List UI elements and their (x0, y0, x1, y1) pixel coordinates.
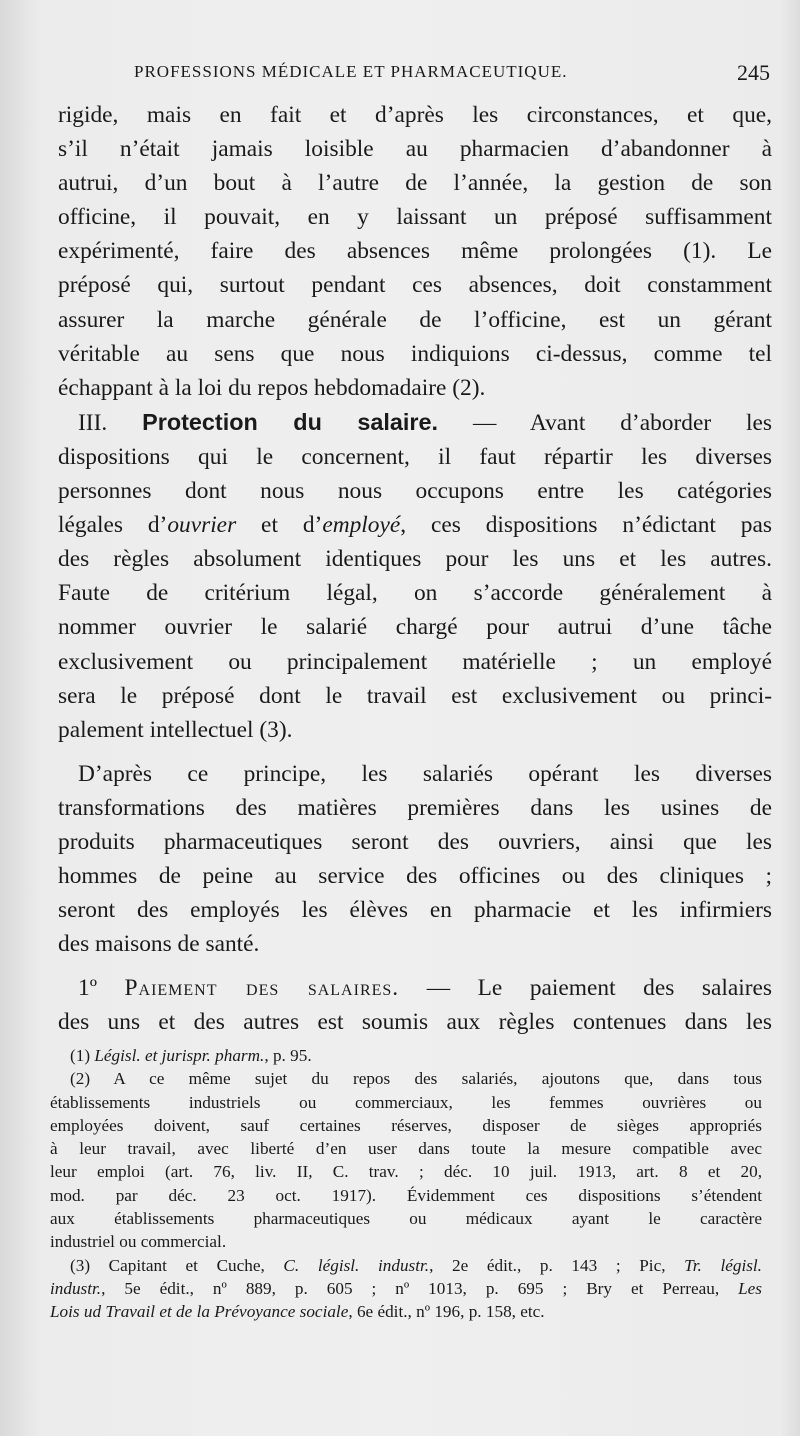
text-line: industr., 5e édit., nº 889, p. 605 ; nº 1013, p. 695 ; Bry et Perreau, Les (50, 1278, 762, 1298)
footnotes (50, 1044, 762, 1324)
text-line: mod. par déc. 23 oct. 1917). Évidemment ces dispositions s’étendent (50, 1185, 762, 1205)
text-line: seront des employés les élèves en pharmacie et les infirmiers (58, 897, 772, 924)
text-line: officine, il pouvait, en y laissant un préposé suffisamment (58, 204, 772, 231)
subsection-heading: Paiement des salaires. (124, 975, 400, 1002)
page-number: 245 (737, 60, 770, 85)
text-line: exclusivement ou principalement matérielle ; un employé (58, 648, 772, 675)
text-line: produits pharmaceutiques seront des ouvriers, ainsi que les (58, 828, 772, 855)
paragraph-continuation (58, 98, 772, 405)
text-line: s’il n’était jamais loisible au pharmacien d’abandonner à (58, 136, 772, 163)
text-line: assurer la marche générale de l’officine, est un gérant (58, 306, 772, 333)
text-line: légales d’ouvrier et d’employé, ces dispositions n’édictant pas (58, 512, 772, 539)
italic-term: employé (322, 512, 401, 539)
text-line: personnes dont nous nous occupons entre les catégories (58, 478, 772, 505)
text-line: des maisons de santé. (58, 931, 260, 958)
running-title: PROFESSIONS MÉDICALE ET PHARMACEUTIQUE. (134, 62, 568, 81)
italic-term: ouvrier (167, 512, 237, 539)
text-line: Lois ud Travail et de la Prévoyance sociale, 6e édit., nº 196, p. 158, etc. (50, 1302, 545, 1322)
section-heading: Protection du salaire. (142, 408, 439, 435)
text-line: palement intellectuel (3). (58, 716, 293, 743)
text-line: véritable au sens que nous indiquions ci-dessus, comme tel (58, 340, 772, 367)
text-line: D’après ce principe, les salariés opérant les diverses (78, 760, 772, 787)
text-line: établissements industriels ou commerciaux, les femmes ouvrières ou (50, 1092, 762, 1112)
text-line: préposé qui, surtout pendant ces absences, doit constamment (58, 272, 772, 299)
text-line: dispositions qui le concernent, il faut répartir les diverses (58, 443, 772, 470)
paragraph-protection-salaire (58, 405, 772, 747)
text-line: 1º Paiement des salaires. — Le paiement des salaires (78, 975, 772, 1002)
footnote-2 (50, 1067, 762, 1253)
text-line: aux établissements pharmaceutiques ou médicaux ayant le caractère (50, 1209, 762, 1229)
footnote-3 (50, 1254, 762, 1324)
text-line: expérimenté, faire des absences même prolongées (1). Le (58, 238, 772, 265)
text-line: sera le préposé dont le travail est exclusivement ou princi- (58, 682, 772, 709)
subsection-number: 1º (78, 975, 97, 1002)
text-line: III. Protection du salaire. — Avant d’aborder les (78, 408, 772, 436)
text-line: hommes de peine au service des officines ou des cliniques ; (58, 863, 772, 890)
text-line: nommer ouvrier le salarié chargé pour autrui d’une tâche (58, 614, 772, 641)
text-line: rigide, mais en fait et d’après les circonstances, et que, (58, 102, 772, 128)
running-header (134, 62, 774, 92)
text-line: échappant à la loi du repos hebdomadaire (2). (58, 374, 486, 401)
text-line: transformations des matières premières dans les usines de (58, 794, 772, 821)
text-line: des uns et des autres est soumis aux règles contenues dans les (58, 1009, 772, 1036)
main-text (58, 98, 772, 1040)
section-number: III. (78, 409, 108, 436)
paragraph-paiement-salaires (58, 971, 772, 1039)
paragraph-principe (58, 757, 772, 962)
text-line: industriel ou commercial. (50, 1232, 227, 1252)
text-line: leur emploi (art. 76, liv. II, C. trav. ; déc. 10 juil. 1913, art. 8 et 20, (50, 1162, 762, 1182)
footnote-1 (50, 1044, 762, 1067)
text-line: (3) Capitant et Cuche, C. législ. industr., 2e édit., p. 143 ; Pic, Tr. législ. (70, 1255, 762, 1275)
text-line: Faute de critérium légal, on s’accorde généralement à (58, 580, 772, 607)
text-line: autrui, d’un bout à l’autre de l’année, la gestion de son (58, 170, 772, 197)
text-line: employées doivent, sauf certaines réserves, disposer de sièges appropriés (50, 1115, 762, 1135)
text-line: (1) Législ. et jurispr. pharm., p. 95. (70, 1046, 312, 1065)
text-line: à leur travail, avec liberté d’en user dans toute la mesure compatible avec (50, 1139, 762, 1159)
text-line: (2) A ce même sujet du repos des salariés, ajoutons que, dans tous (70, 1069, 762, 1089)
text-line: des règles absolument identiques pour les uns et les autres. (58, 546, 772, 573)
